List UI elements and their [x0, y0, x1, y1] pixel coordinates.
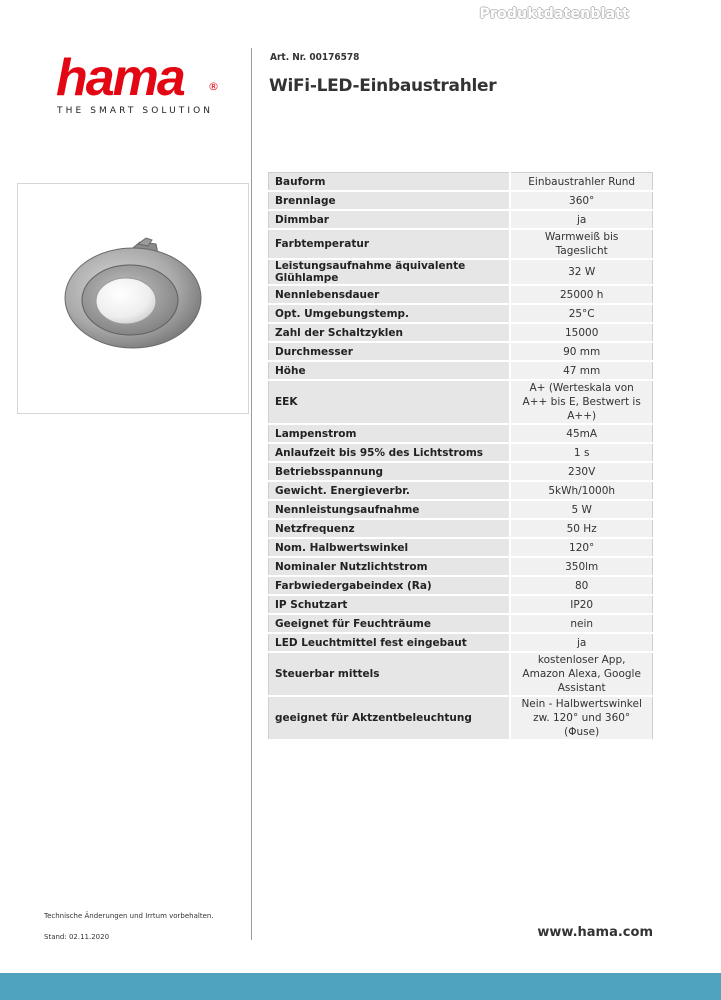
spec-key: Geeignet für Feuchträume: [269, 614, 511, 633]
watermark-title: Produktdatenblatt: [479, 6, 629, 22]
bottom-bar: [0, 973, 721, 1000]
spec-value: nein: [510, 614, 652, 633]
spec-value: A+ (Werteskala von A++ bis E, Bestwert is A++): [510, 380, 652, 424]
spec-row: [269, 380, 653, 424]
spec-key: Brennlage: [269, 191, 511, 210]
spec-row: [269, 519, 653, 538]
disclaimer-text: Technische Änderungen und Irrtum vorbehalten.: [44, 912, 214, 920]
spec-row: [269, 557, 653, 576]
spec-value: 350lm: [510, 557, 652, 576]
spec-key: IP Schutzart: [269, 595, 511, 614]
spec-value: 5kWh/1000h: [510, 481, 652, 500]
product-title: WiFi-LED-Einbaustrahler: [269, 76, 497, 96]
spec-key: Bauform: [269, 173, 511, 192]
spec-value: 5 W: [510, 500, 652, 519]
logo-tagline: THE SMART SOLUTION: [57, 106, 214, 116]
spec-row: [269, 500, 653, 519]
spec-value: 360°: [510, 191, 652, 210]
spec-row: [269, 361, 653, 380]
spec-row: [269, 304, 653, 323]
spec-key: Lampenstrom: [269, 424, 511, 443]
spec-key: Steuerbar mittels: [269, 652, 511, 696]
registered-mark: ®: [208, 80, 219, 93]
spec-value: Warmweiß bis Tageslicht: [510, 229, 652, 259]
spec-key: Farbtemperatur: [269, 229, 511, 259]
specs-table: [268, 172, 653, 741]
spec-key: Opt. Umgebungstemp.: [269, 304, 511, 323]
spec-value: 45mA: [510, 424, 652, 443]
hama-logo: [56, 49, 226, 122]
spec-key: Nom. Halbwertswinkel: [269, 538, 511, 557]
spec-row: [269, 652, 653, 696]
spec-value: Einbaustrahler Rund: [510, 173, 652, 192]
spec-row: [269, 614, 653, 633]
date-stamp: Stand: 02.11.2020: [44, 933, 110, 941]
spec-row: [269, 210, 653, 229]
spec-key: Durchmesser: [269, 342, 511, 361]
spec-value: kostenloser App, Amazon Alexa, Google Assistant: [510, 652, 652, 696]
spec-value: 90 mm: [510, 342, 652, 361]
spec-key: Höhe: [269, 361, 511, 380]
spec-key: Anlaufzeit bis 95% des Lichtstroms: [269, 443, 511, 462]
spec-key: Gewicht. Energieverbr.: [269, 481, 511, 500]
spec-value: 230V: [510, 462, 652, 481]
spec-row: [269, 191, 653, 210]
spec-row: [269, 481, 653, 500]
spec-key: Dimmbar: [269, 210, 511, 229]
spec-value: 15000: [510, 323, 652, 342]
spec-value: 80: [510, 576, 652, 595]
spec-row: [269, 696, 653, 740]
spec-value: ja: [510, 633, 652, 652]
spec-key: Nennleistungsaufnahme: [269, 500, 511, 519]
spec-row: [269, 285, 653, 304]
spec-row: [269, 462, 653, 481]
spec-value: 50 Hz: [510, 519, 652, 538]
spec-value: Nein - Halbwertswinkel zw. 120° und 360° (Φuse): [510, 696, 652, 740]
spec-value: 32 W: [510, 259, 652, 285]
spec-value: 1 s: [510, 443, 652, 462]
website-link[interactable]: www.hama.com: [537, 925, 653, 940]
spec-row: [269, 173, 653, 192]
spec-row: [269, 595, 653, 614]
spec-row: [269, 443, 653, 462]
spec-row: [269, 424, 653, 443]
spec-value: IP20: [510, 595, 652, 614]
article-number: Art. Nr. 00176578: [270, 52, 360, 63]
spec-key: Zahl der Schaltzyklen: [269, 323, 511, 342]
spec-value: 120°: [510, 538, 652, 557]
spec-row: [269, 538, 653, 557]
spec-row: [269, 633, 653, 652]
spec-key: Betriebsspannung: [269, 462, 511, 481]
spec-key: geeignet für Aktzentbeleuchtung: [269, 696, 511, 740]
vertical-divider: [251, 48, 252, 940]
spec-value: 25000 h: [510, 285, 652, 304]
spec-key: LED Leuchtmittel fest eingebaut: [269, 633, 511, 652]
spec-row: [269, 342, 653, 361]
product-image: [17, 183, 249, 414]
spec-value: 25°C: [510, 304, 652, 323]
spec-value: 47 mm: [510, 361, 652, 380]
spec-key: Nominaler Nutzlichtstrom: [269, 557, 511, 576]
spec-value: ja: [510, 210, 652, 229]
logo-wordmark: hama: [56, 49, 184, 107]
spec-row: [269, 323, 653, 342]
spotlight-illustration: [18, 184, 248, 413]
spec-row: [269, 576, 653, 595]
spec-row: [269, 259, 653, 285]
spec-key: EEK: [269, 380, 511, 424]
spec-key: Netzfrequenz: [269, 519, 511, 538]
spec-key: Nennlebensdauer: [269, 285, 511, 304]
spec-key: Leistungsaufnahme äquivalente Glühlampe: [269, 259, 511, 285]
spec-key: Farbwiedergabeindex (Ra): [269, 576, 511, 595]
spec-row: [269, 229, 653, 259]
